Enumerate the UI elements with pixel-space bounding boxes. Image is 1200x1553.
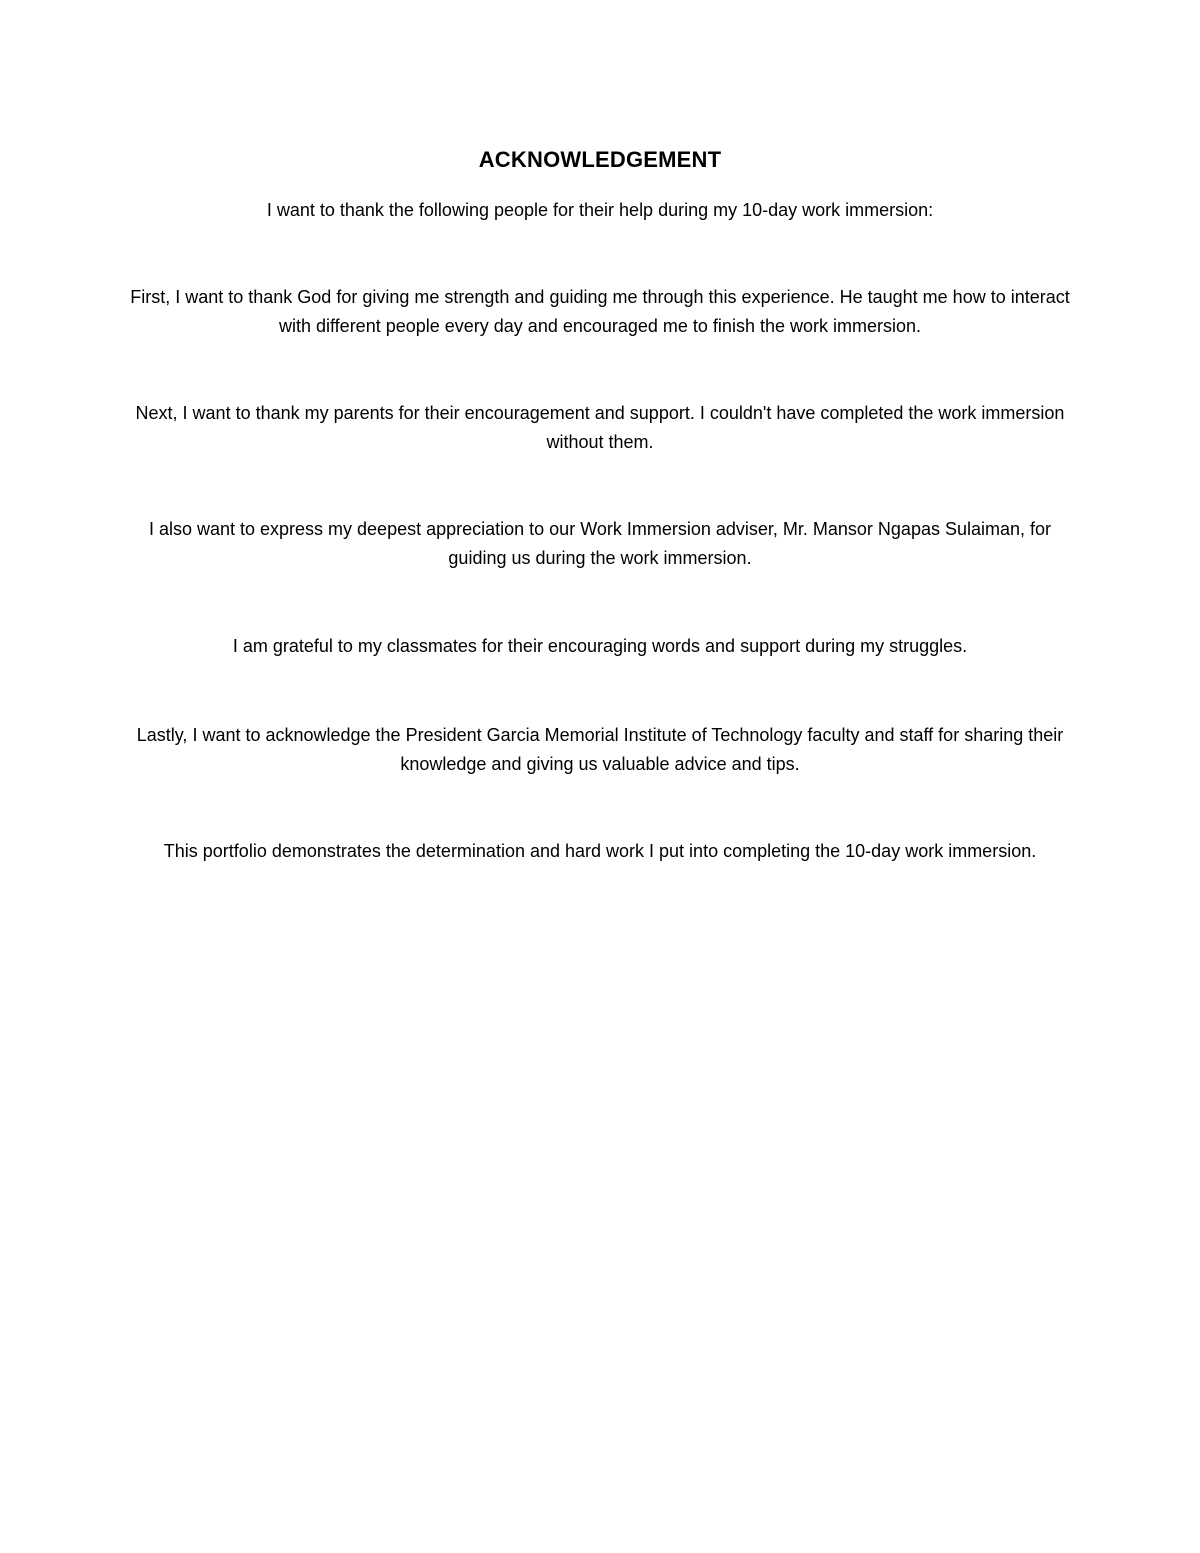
paragraph-faculty: Lastly, I want to acknowledge the President Garcia Memorial Institute of Technology faculty and staff for sharing their knowledge and giving us valuable advice and tips. bbox=[136, 725, 1064, 774]
paragraph-parents: Next, I want to thank my parents for their encouragement and support. I couldn't have completed the work immersion without them. bbox=[135, 403, 1065, 452]
paragraph-classmates: I am grateful to my classmates for their encouraging words and support during my struggles. bbox=[232, 636, 968, 656]
paragraph-adviser: I also want to express my deepest appreciation to our Work Immersion adviser, Mr. Mansor Ngapas Sulaiman, for guiding us during the work immersion. bbox=[148, 519, 1052, 568]
page-title: ACKNOWLEDGEMENT bbox=[478, 147, 722, 172]
intro-paragraph: I want to thank the following people for their help during my 10-day work immersion: bbox=[266, 200, 934, 220]
paragraph-portfolio: This portfolio demonstrates the determination and hard work I put into completing the 10-day work immersion. bbox=[163, 841, 1037, 861]
paragraph-god: First, I want to thank God for giving me strength and guiding me through this experience. He taught me how to interact with different people every day and encouraged me to finish the work immersion. bbox=[130, 287, 1070, 336]
